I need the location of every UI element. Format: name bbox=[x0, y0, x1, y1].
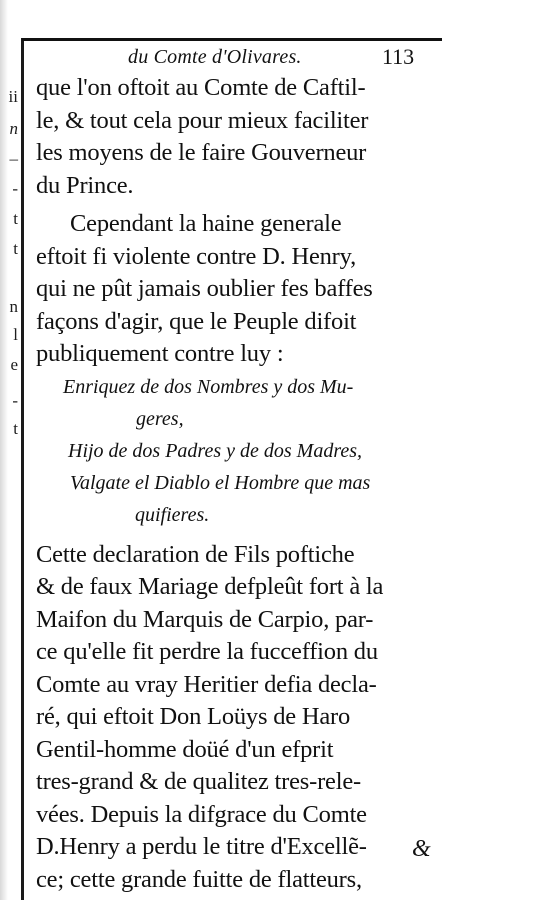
text-line: qui ne pût jamais oublier fes baffes bbox=[36, 275, 373, 302]
facing-fragment: e bbox=[10, 355, 18, 374]
text-line: vées. Depuis la difgrace du Comte bbox=[36, 800, 367, 828]
facing-fragment: ii bbox=[8, 87, 18, 106]
text-line: tres-grand & de qualitez tres-rele- bbox=[36, 768, 361, 795]
text-line: ce; cette grande fuitte de flatteurs, bbox=[36, 865, 362, 893]
text-line: le, & tout cela pour mieux faciliter bbox=[36, 106, 369, 134]
text-line: ré, qui eftoit Don Loüys de Haro bbox=[36, 703, 351, 730]
verse-line: quifieres. bbox=[135, 503, 210, 526]
page-number: 113 bbox=[382, 44, 415, 69]
text-line: Cette declaration de Fils poftiche bbox=[36, 540, 355, 568]
verse-quotation bbox=[36, 371, 446, 531]
binding-edge bbox=[21, 38, 24, 900]
text-line: façons d'agir, que le Peuple difoit bbox=[36, 307, 357, 335]
verse-line: Valgate el Diablo el Hombre que mas bbox=[70, 471, 371, 494]
catchword: & bbox=[412, 836, 431, 862]
page-body bbox=[36, 72, 446, 896]
text-line: les moyens de le faire Gouverneur bbox=[36, 139, 367, 166]
text-line: publiquement contre luy : bbox=[36, 340, 284, 367]
text-line: & de faux Mariage defpleût fort à la bbox=[36, 573, 384, 600]
text-line: Maifon du Marquis de Carpio, par- bbox=[36, 605, 374, 633]
text-line: D.Henry a perdu le titre d'Excellẽ- bbox=[36, 833, 367, 860]
verse-line: geres, bbox=[136, 407, 184, 430]
text-line: Cependant la haine generale bbox=[70, 210, 342, 237]
facing-fragment: t bbox=[13, 239, 18, 258]
verse-line: Enriquez de dos Nombres y dos Mu- bbox=[63, 375, 354, 398]
facing-fragment: - bbox=[12, 179, 18, 198]
facing-fragment: n bbox=[9, 119, 18, 138]
text-line: ce qu'elle fit perdre la fucceffion du bbox=[36, 638, 378, 665]
facing-fragment: n bbox=[9, 297, 18, 316]
paragraph-3 bbox=[36, 539, 446, 897]
text-line: Gentil-homme doüé d'un efprit bbox=[36, 735, 334, 763]
facing-fragment: t bbox=[13, 209, 18, 228]
text-line: eftoit fi violente contre D. Henry, bbox=[36, 242, 357, 270]
text-line: du Prince. bbox=[36, 171, 134, 199]
facing-fragment: t bbox=[13, 419, 18, 438]
paragraph-2 bbox=[36, 208, 446, 371]
paragraph-1 bbox=[36, 72, 446, 202]
text-line: que l'on oftoit au Comte de Caftil- bbox=[36, 74, 366, 101]
running-title: du Comte d'Olivares. bbox=[128, 46, 302, 68]
facing-fragment: – bbox=[9, 149, 18, 168]
text-line: Comte au vray Heritier defia declа- bbox=[36, 670, 377, 698]
verse-line: Hijo de dos Padres y de dos Madres, bbox=[68, 439, 363, 462]
facing-fragment: l bbox=[13, 325, 18, 344]
facing-fragment: - bbox=[12, 391, 18, 410]
running-header bbox=[30, 40, 450, 70]
